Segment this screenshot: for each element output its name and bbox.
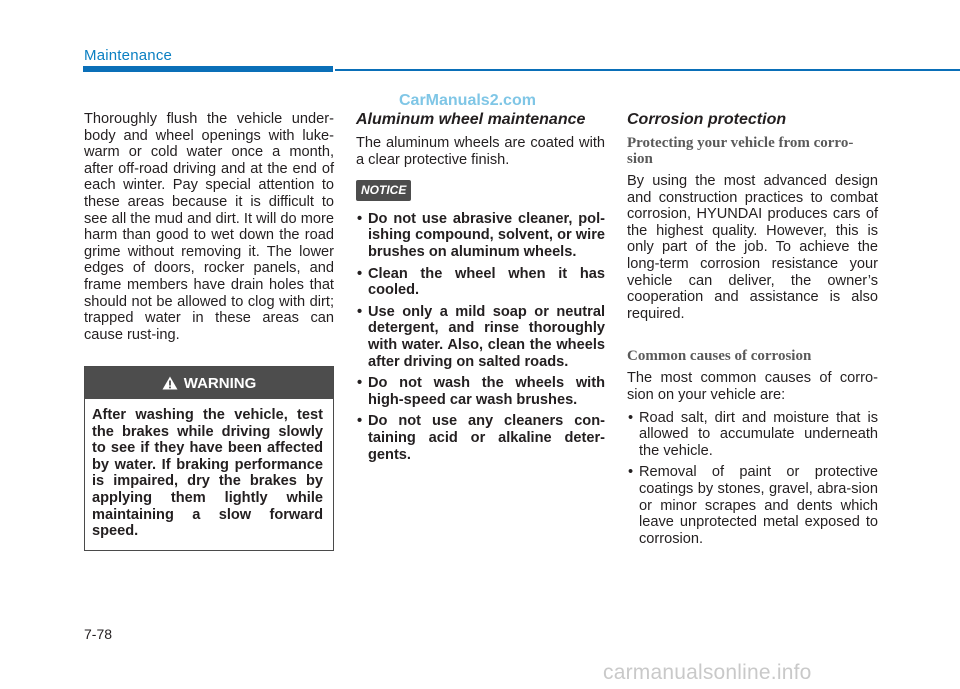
warning-label: WARNING [183, 374, 257, 392]
header-bar-thick [83, 66, 333, 72]
causes-intro: The most common causes of corro-sion on your vehicle are: [627, 370, 878, 403]
watermark-top[interactable]: CarManuals2.com [399, 92, 536, 109]
body-paragraph: Thoroughly flush the vehicle under-body and wheel openings with luke-warm or cold water once a month, after off-road driving and at the end of each winter. Pay special attention to these areas because it is difficult to see all the mud and dirt. It will do more harm than good to wet down the road grime without removing it. The lower edges of doors, rocker panels, and frame members have drain holes that should not be allowed to clog with dirt; trapped water in these areas can cause rust-ing. [84, 111, 334, 343]
watermark-bottom[interactable]: carmanualsonline.info [603, 661, 812, 684]
column-2 [356, 111, 605, 468]
notice-badge: NOTICE [356, 180, 411, 201]
list-item: • Do not wash the wheels with high-speed car wash brushes. [356, 375, 605, 408]
list-item: • Road salt, dirt and moisture that is allowed to accumulate underneath the vehicle. [627, 410, 878, 460]
section-heading-aluminum-wheel: Aluminum wheel maintenance [356, 111, 586, 128]
list-item: • Do not use any cleaners con-taining acid or alkaline deter-gents. [356, 413, 605, 463]
aluminum-intro: The aluminum wheels are coated with a clear protective finish. [356, 135, 605, 168]
causes-list [627, 410, 878, 548]
page-number: 7-78 [84, 626, 113, 642]
warning-box [84, 366, 334, 551]
list-item: • Use only a mild soap or neutral detergent, and rinse thoroughly with water. Also, clean the wheels after driving on salted roads. [356, 304, 605, 370]
warning-text: After washing the vehicle, test the brakes while driving slowly to see if they have been affected by water. If braking performance is impaired, dry the brakes by applying them lightly while maintaining a slow forward speed. [92, 407, 323, 540]
notice-list [356, 211, 605, 463]
subheading-protecting: Protecting your vehicle from corro-sion [627, 135, 854, 167]
list-item: • Removal of paint or protective coatings by stones, gravel, abra-sion or minor scrapes and dents which leave unprotected metal exposed to corrosion. [627, 464, 878, 547]
column-3 [627, 111, 878, 552]
warning-header [85, 367, 333, 399]
subheading-causes: Common causes of corrosion [627, 348, 812, 365]
warning-triangle-icon [162, 376, 178, 390]
protecting-paragraph: By using the most advanced design and construction practices to combat corrosion, HYUNDAI produces cars of the highest quality. However, this is only part of the job. To achieve the long-term corrosion resistance your vehicle can deliver, the owner’s cooperation and assistance is also required. [627, 173, 878, 322]
section-heading-corrosion: Corrosion protection [627, 111, 787, 128]
column-1 [84, 111, 334, 343]
header-bar-thin [335, 69, 960, 71]
section-title: Maintenance [84, 47, 173, 64]
list-item: • Clean the wheel when it has cooled. [356, 266, 605, 299]
list-item: • Do not use abrasive cleaner, pol-ishing compound, solvent, or wire brushes on aluminum wheels. [356, 211, 605, 261]
